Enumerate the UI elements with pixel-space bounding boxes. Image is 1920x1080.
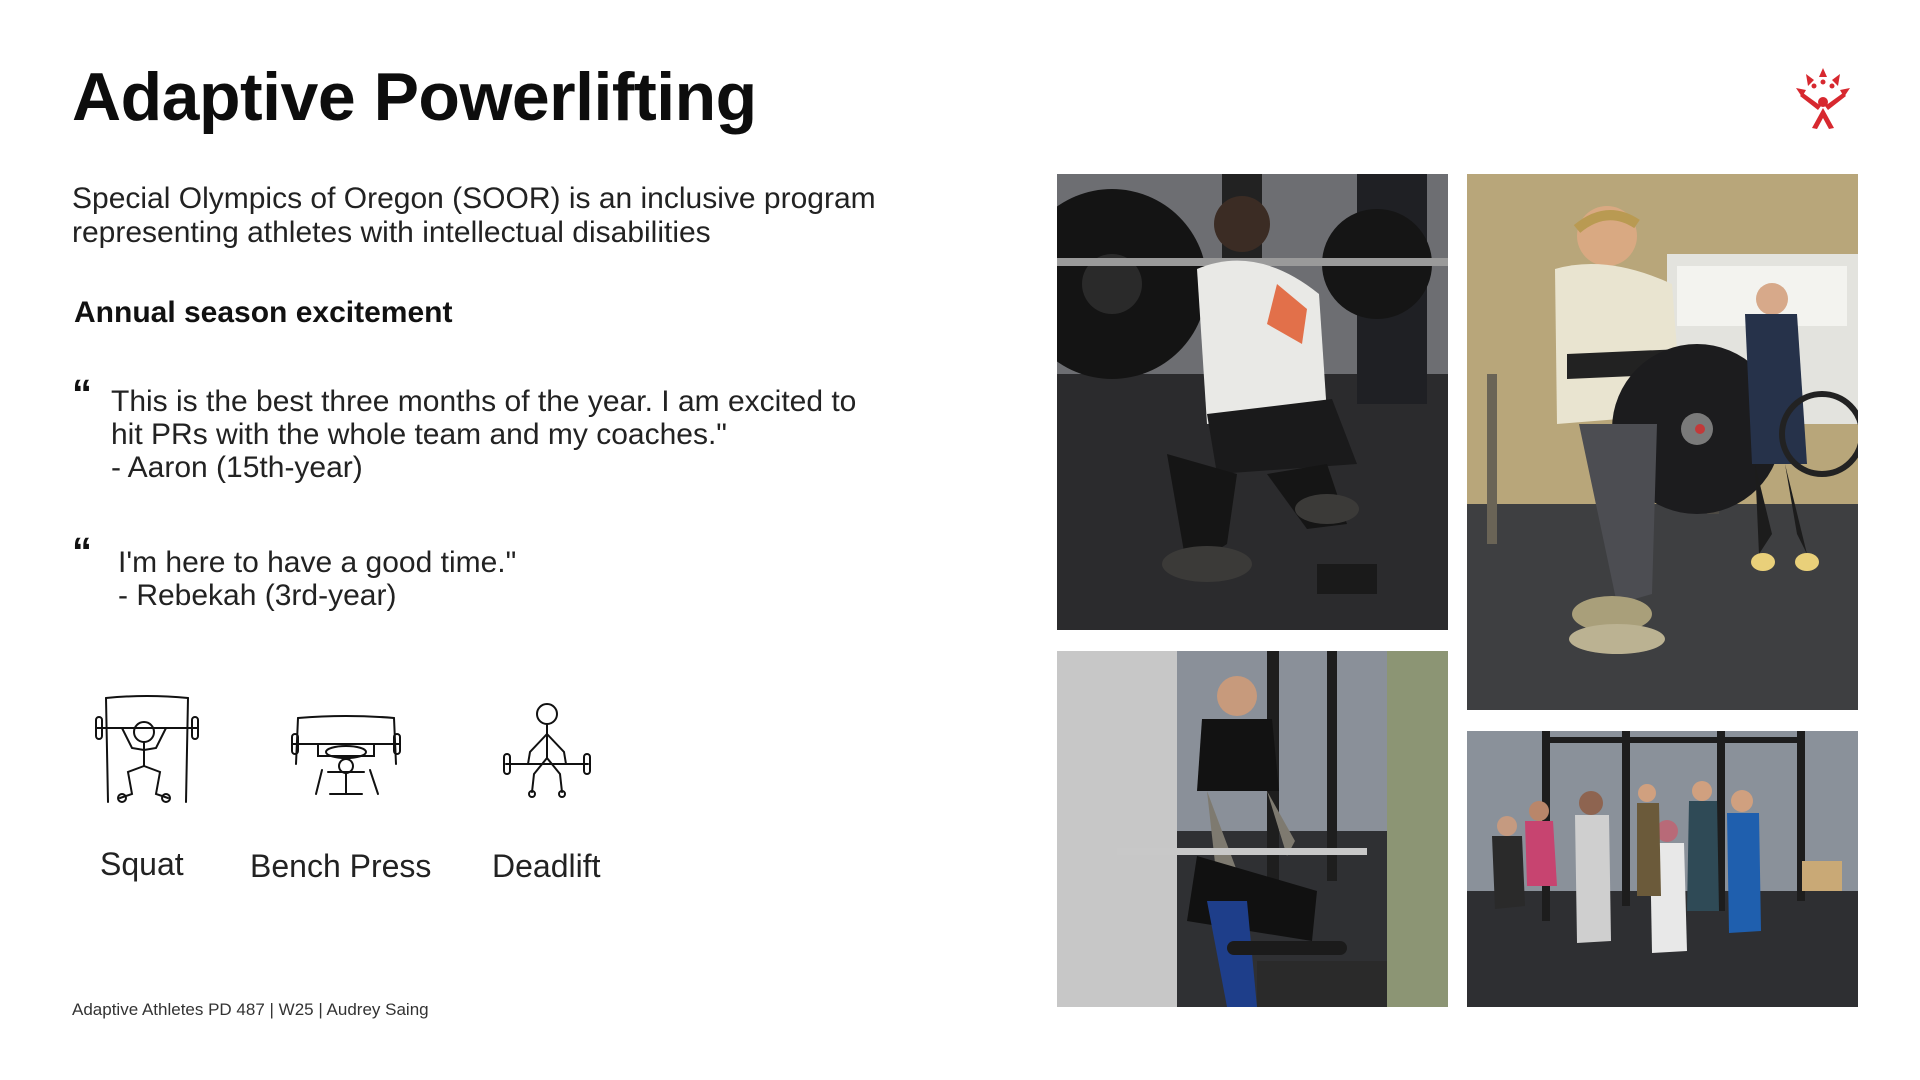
intro-line: Special Olympics of Oregon (SOOR) is an inclusive program bbox=[72, 182, 876, 215]
bench-press-label: Bench Press bbox=[250, 848, 432, 884]
quote-line: hit PRs with the whole team and my coaches." bbox=[111, 418, 727, 451]
quote-mark-icon: “ bbox=[72, 530, 92, 574]
squat-label: Squat bbox=[100, 846, 184, 882]
photo-squat bbox=[1057, 174, 1448, 630]
quote-rebekah bbox=[118, 546, 516, 612]
photo-bench-press bbox=[1057, 651, 1448, 1007]
footer-credit: Adaptive Athletes PD 487 | W25 | Audrey Saing bbox=[72, 1000, 429, 1019]
athlete-deadlift-photo bbox=[1467, 174, 1858, 710]
bench-press-icon bbox=[288, 710, 404, 802]
intro-text bbox=[72, 182, 972, 250]
quote-line: This is the best three months of the year. I am excited to bbox=[111, 385, 857, 418]
photo-team-group bbox=[1467, 731, 1858, 1007]
photo-deadlift bbox=[1467, 174, 1858, 710]
quote-aaron bbox=[111, 385, 856, 484]
squat-icon bbox=[92, 690, 202, 808]
quote-attribution: - Rebekah (3rd-year) bbox=[118, 579, 397, 612]
deadlift-icon bbox=[500, 702, 594, 802]
page-title: Adaptive Powerlifting bbox=[72, 59, 757, 135]
special-olympics-logo bbox=[1792, 66, 1854, 132]
deadlift-label: Deadlift bbox=[492, 848, 601, 884]
athlete-squatting-photo bbox=[1057, 174, 1448, 630]
team-gathering-photo bbox=[1467, 731, 1858, 1007]
quote-attribution: - Aaron (15th-year) bbox=[111, 451, 363, 484]
coach-spotting-bench-photo bbox=[1057, 651, 1448, 1007]
section-subheading: Annual season excitement bbox=[74, 296, 453, 329]
quote-line: I'm here to have a good time." bbox=[118, 546, 517, 579]
intro-line: representing athletes with intellectual disabilities bbox=[72, 216, 711, 249]
quote-mark-icon: “ bbox=[72, 372, 92, 416]
